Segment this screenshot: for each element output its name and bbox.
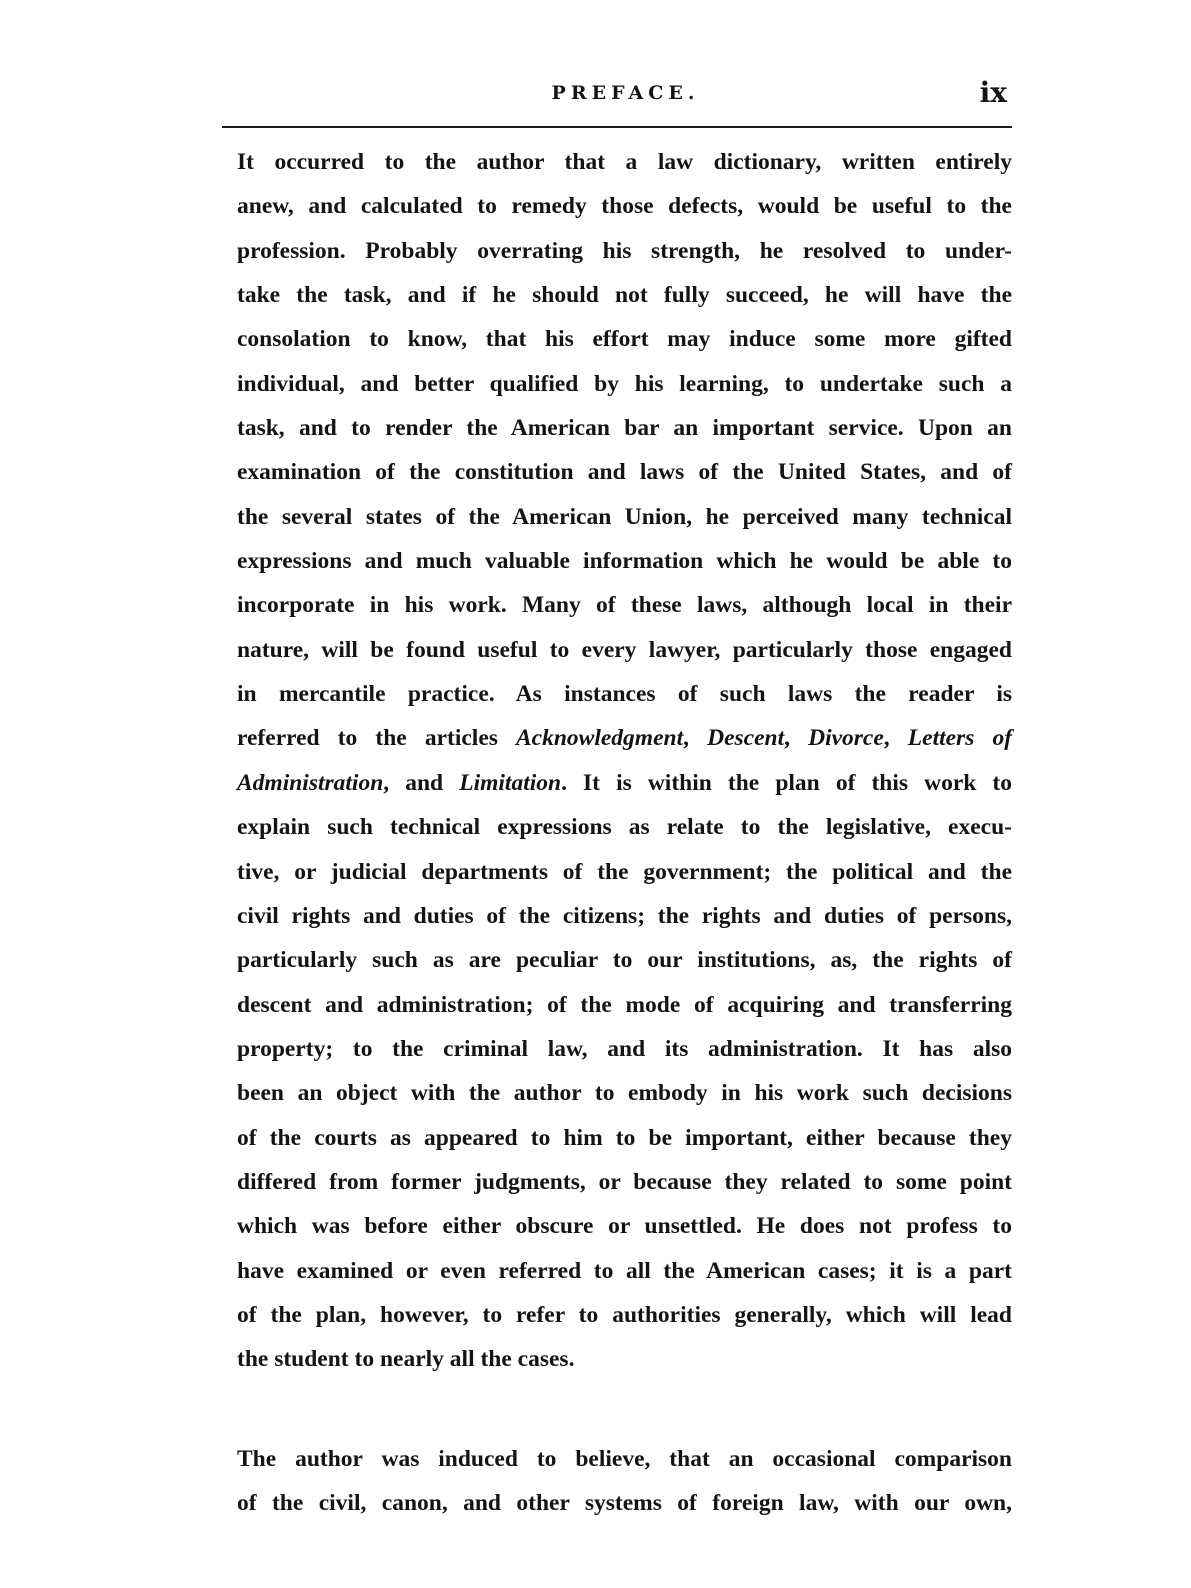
paragraph-gap (237, 1382, 1012, 1437)
text-line: been an object with the author to embody in his work such decisions (237, 1080, 1012, 1107)
text-line: particularly such as are peculiar to our institutions, as, the rights of (237, 947, 1012, 974)
text-line: anew, and calculated to remedy those defects, would be useful to the (237, 193, 1012, 220)
text-line: property; to the criminal law, and its administration. It has also (237, 1035, 1012, 1062)
text-line: referred to the articles Acknowledgment, Descent, Divorce, Letters of (237, 725, 1013, 752)
text-line: individual, and better qualified by his learning, to undertake such a (237, 370, 1012, 397)
page-number: ix (979, 76, 1007, 109)
text-line: consolation to know, that his effort may induce some more gifted (237, 326, 1012, 353)
text-line: The author was induced to believe, that an occasional comparison (237, 1445, 1012, 1472)
text-line: which was before either obscure or unsettled. He does not profess to (237, 1213, 1012, 1240)
text-line: the student to nearly all the cases. (237, 1346, 575, 1373)
text-line: of the civil, canon, and other systems of foreign law, with our own, (237, 1489, 1012, 1516)
paragraph-2 (237, 1437, 1012, 1526)
body-text (237, 140, 1012, 1525)
text-line: Administration, and Limitation. It is within the plan of this work to (237, 769, 1013, 796)
text-line: It occurred to the author that a law dictionary, written entirely (237, 149, 1012, 175)
text-line: in mercantile practice. As instances of such laws the reader is (237, 681, 1012, 708)
text-line: profession. Probably overrating his strength, he resolved to under- (237, 237, 1012, 264)
text-line: examination of the constitution and laws of the United States, and of (237, 459, 1012, 486)
text-line: civil rights and duties of the citizens; the rights and duties of persons, (237, 902, 1012, 929)
paragraph-1 (237, 140, 1012, 1382)
text-line: tive, or judicial departments of the government; the political and the (237, 858, 1012, 885)
text-line: take the task, and if he should not fully succeed, he will have the (237, 282, 1012, 309)
text-line: of the courts as appeared to him to be important, either because they (237, 1124, 1012, 1151)
text-line: of the plan, however, to refer to authorities generally, which will lead (237, 1301, 1012, 1328)
text-line: nature, will be found useful to every lawyer, particularly those engaged (237, 636, 1012, 663)
running-title: PREFACE. (551, 82, 700, 104)
text-line: the several states of the American Union, he perceived many technical (237, 503, 1012, 530)
text-line: incorporate in his work. Many of these laws, although local in their (237, 592, 1012, 619)
running-head (238, 74, 1013, 114)
text-line: explain such technical expressions as relate to the legislative, execu- (237, 814, 1012, 841)
text-line: expressions and much valuable information which he would be able to (237, 548, 1012, 575)
header-rule (222, 126, 1012, 128)
text-line: have examined or even referred to all the American cases; it is a part (237, 1257, 1012, 1284)
text-line: task, and to render the American bar an important service. Upon an (237, 415, 1012, 442)
text-line: descent and administration; of the mode of acquiring and transferring (237, 991, 1012, 1018)
text-line: differed from former judgments, or because they related to some point (237, 1168, 1012, 1195)
